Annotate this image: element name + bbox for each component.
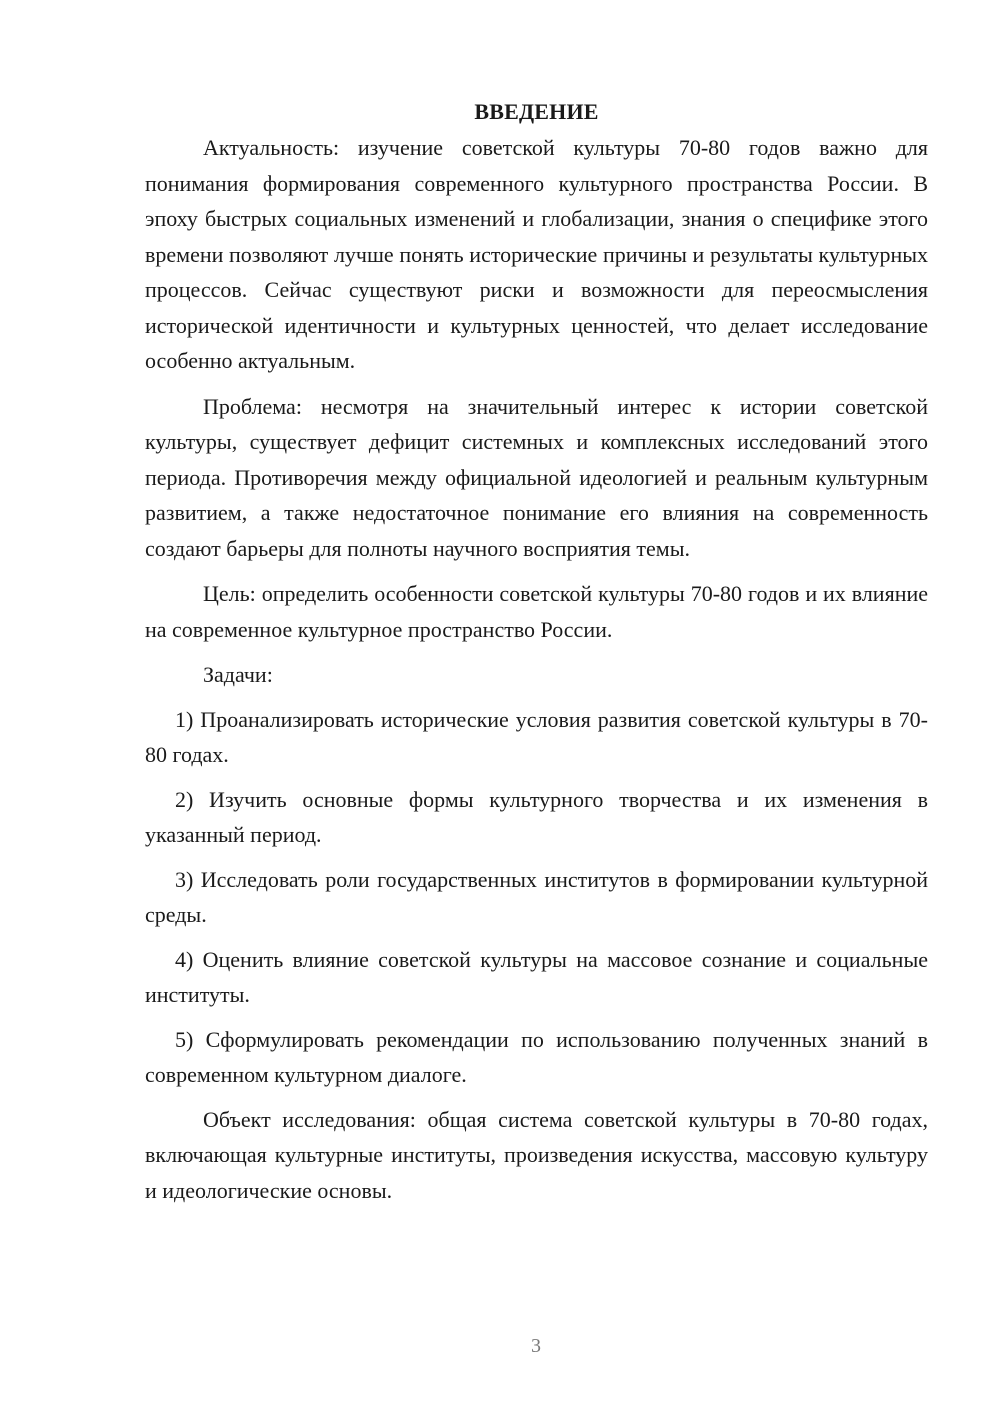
- paragraph-relevance: Актуальность: изучение советской культуры 70-80 годов важно для понимания формирования современного культурного пространства России. В эпоху быстрых социальных изменений и глобализации, знания о специфике этого времени позволяют лучше понять исторические причины и результаты культурных процессов. Сейчас существуют риски и возможности для переосмысления исторической идентичности и культурных ценностей, что делает исследование особенно актуальным.: [145, 135, 928, 373]
- section-title: ВВЕДЕНИЕ: [474, 99, 599, 124]
- tasks-label: Задачи:: [203, 662, 273, 687]
- task-item-4: 4) Оценить влияние советской культуры на массовое сознание и социальные институты.: [145, 946, 928, 1007]
- task-item-3: 3) Исследовать роли государственных институтов в формировании культурной среды.: [145, 866, 928, 927]
- paragraph-problem: Проблема: несмотря на значительный интерес к истории советской культуры, существует дефицит системных и комплексных исследований этого периода. Противоречия между официальной идеологией и реальным культурным развитием, а также недостаточное понимание его влияния на современность создают барьеры для полноты научного восприятия темы.: [145, 393, 928, 561]
- task-item-5: 5) Сформулировать рекомендации по использованию полученных знаний в современном культурном диалоге.: [145, 1026, 928, 1087]
- page-number: 3: [531, 1335, 541, 1357]
- task-item-2: 2) Изучить основные формы культурного творчества и их изменения в указанный период.: [145, 786, 928, 847]
- paragraph-goal: Цель: определить особенности советской культуры 70-80 годов и их влияние на современное культурное пространство России.: [145, 581, 928, 642]
- task-item-1: 1) Проанализировать исторические условия развития советской культуры в 70-80 годах.: [145, 706, 928, 767]
- document-body: [145, 94, 928, 1218]
- paragraph-object: Объект исследования: общая система советской культуры в 70-80 годах, включающая культурные институты, произведения искусства, массовую культуру и идеологические основы.: [145, 1106, 928, 1203]
